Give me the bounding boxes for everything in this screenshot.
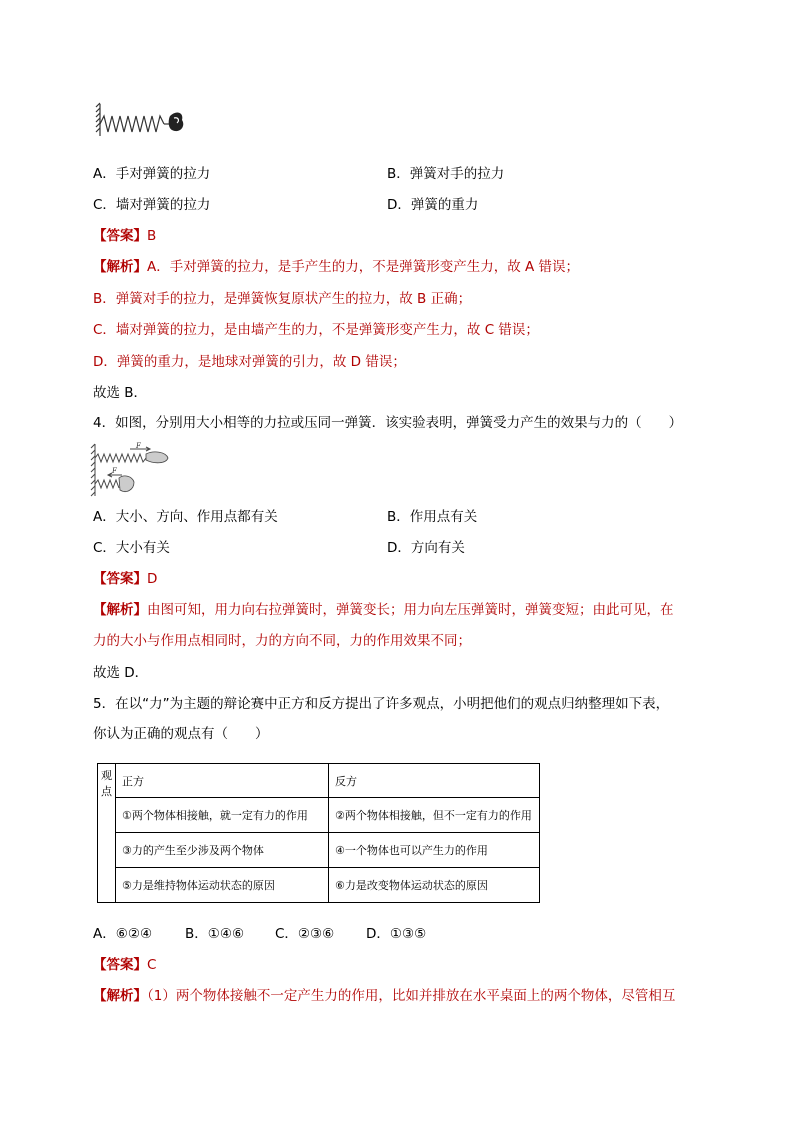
table-cell: ③力的产生至少涉及两个物体 (116, 833, 329, 868)
force-label-bottom: F (112, 467, 117, 475)
analysis-label: 【解析】 (93, 259, 147, 275)
table-row (98, 798, 540, 833)
q4-analysis-line-2: 力的大小与作用点相同时，力的方向不同，力的作用效果不同； (93, 633, 471, 649)
q5-option-a: A．⑥②④ (93, 926, 153, 942)
q3-option-d: D．弹簧的重力 (387, 197, 479, 213)
table-cell: ②两个物体相接触，但不一定有力的作用 (329, 798, 540, 833)
row-header-cell: 观点 (98, 764, 116, 903)
q4-answer (93, 570, 157, 588)
analysis-text: A．手对弹簧的拉力，是手产生的力，不是弹簧形变产生力，故 A 错误； (147, 259, 580, 275)
force-label-top: F (136, 442, 141, 450)
q3-analysis-line-3: C．墙对弹簧的拉力，是由墙产生的力，不是弹簧形变产生力，故 C 错误； (93, 322, 539, 338)
col-header-pro: 正方 (116, 764, 329, 798)
q4-conclusion: 故选 D． (93, 665, 149, 681)
q4-option-b: B．作用点有关 (387, 509, 478, 525)
q5-option-d: D．①③⑤ (366, 926, 427, 942)
q5-analysis-line-1 (93, 987, 675, 1005)
analysis-text: （1）两个物体接触不一定产生力的作用，比如并排放在水平桌面上的两个物体，尽管相互 (147, 988, 676, 1004)
analysis-text: 由图可知，用力向右拉弹簧时，弹簧变长；用力向左压弹簧时，弹簧变短；由此可见，在 (147, 602, 674, 618)
q3-option-c: C．墙对弹簧的拉力 (93, 197, 211, 213)
viewpoints-table (97, 763, 540, 903)
analysis-label: 【解析】 (93, 602, 147, 618)
q4-stem: 4．如图，分别用大小相等的力拉或压同一弹簧．该实验表明，弹簧受力产生的效果与力的（ ） (93, 415, 683, 431)
analysis-label: 【解析】 (93, 988, 147, 1004)
q4-option-d: D．方向有关 (387, 540, 465, 556)
table-cell: ④一个物体也可以产生力的作用 (329, 833, 540, 868)
answer-value: C (147, 957, 157, 973)
table-row (98, 833, 540, 868)
answer-label: 【答案】 (93, 957, 147, 973)
q5-stem-line-2: 你认为正确的观点有（ ） (93, 726, 269, 742)
answer-label: 【答案】 (93, 571, 147, 587)
q4-option-c: C．大小有关 (93, 540, 170, 556)
answer-value: B (147, 228, 157, 244)
q5-stem-line-1: 5．在以“力”为主题的辩论赛中正方和反方提出了许多观点，小明把他们的观点归纳整理如下表， (93, 696, 670, 712)
answer-label: 【答案】 (93, 228, 147, 244)
q5-answer (93, 956, 156, 974)
table-cell: ①两个物体相接触，就一定有力的作用 (116, 798, 329, 833)
q3-analysis-line-1 (93, 258, 579, 276)
table-cell: ⑤力是维持物体运动状态的原因 (116, 868, 329, 903)
q3-option-a: A．手对弹簧的拉力 (93, 166, 211, 182)
table-row (98, 868, 540, 903)
answer-value: D (147, 571, 158, 587)
q3-analysis-line-2: B．弹簧对手的拉力，是弹簧恢复原状产生的拉力，故 B 正确； (93, 291, 472, 307)
q3-option-b: B．弹簧对手的拉力 (387, 166, 505, 182)
q3-analysis-line-4: D．弹簧的重力，是地球对弹簧的引力，故 D 错误； (93, 354, 406, 370)
q4-option-a: A．大小、方向、作用点都有关 (93, 509, 278, 525)
q5-option-c: C．②③⑥ (275, 926, 335, 942)
table-cell: ⑥力是改变物体运动状态的原因 (329, 868, 540, 903)
q3-answer (93, 227, 156, 245)
q3-conclusion: 故选 B． (93, 385, 148, 401)
spring-hand-figure (92, 102, 188, 142)
q4-analysis-line-1 (93, 601, 674, 619)
col-header-con: 反方 (329, 764, 540, 798)
spring-pull-push-figure (90, 442, 172, 498)
q5-option-b: B．①④⑥ (185, 926, 245, 942)
table-row (98, 764, 540, 798)
